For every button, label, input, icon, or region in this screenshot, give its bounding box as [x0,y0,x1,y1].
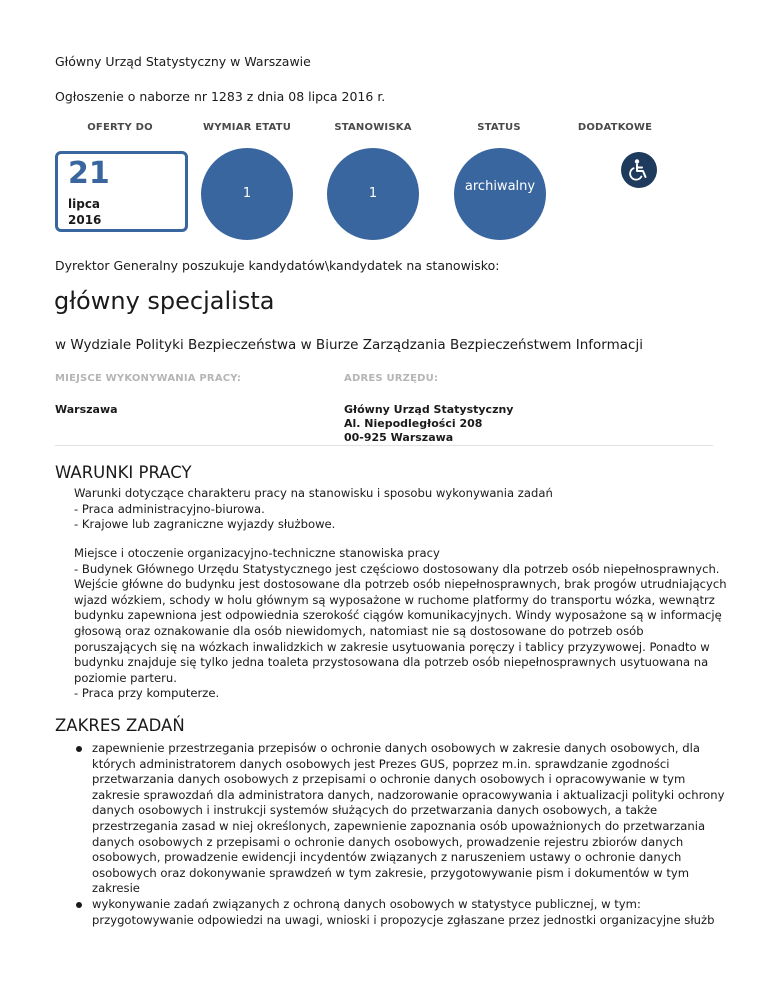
address-line: 00-925 Warszawa [344,431,454,444]
task-line: danych osobowych i instrukcji systemów służących do przetwarzania danych osobowych, a także [92,803,658,818]
environment-line: Wejście główne do budynku jest dostosowane dla potrzeb osób niepełnosprawnych, brak progów utrudniających [74,577,727,592]
divider [55,445,713,446]
status-circle [454,148,546,240]
intro-text: Dyrektor Generalny poszukuje kandydatów\kandydatek na stanowisko: [55,258,500,273]
address-block [344,403,513,445]
conditions-line: - Krajowe lub zagraniczne wyjazdy służbowe. [74,517,336,532]
environment-line: poziomie parteru. [74,670,177,685]
deadline-month: lipca [68,197,101,211]
address-line: Al. Niepodległości 208 [344,417,483,430]
conditions-text [74,486,734,533]
tasks-title: ZAKRES ZADAŃ [55,716,185,735]
environment-line: poruszających się na wózkach inwalidzkich w zakresie usytuowania poręczy i tablicy przyzywowej. Ponadto w [74,639,710,654]
task-line: przygotowywanie odpowiedzi na uwagi, wnioski i propozycje zgłaszane przez jednostki organizacyjne służb [92,912,715,927]
task-line: wykonywanie zadań związanych z ochroną danych osobowych w statystyce publicznej, w tym: [92,896,641,911]
task-item [74,741,744,897]
conditions-line: Warunki dotyczące charakteru pracy na stanowisku i sposobu wykonywania zadań [74,486,553,500]
task-line: których administratorem danych osobowych jest Prezes GUS, poprzez m.in. sprawdzanie zgodności [92,756,670,771]
place-value: Warszawa [55,403,118,416]
job-title: główny specjalista [54,287,275,315]
task-item [74,897,744,928]
conditions-line: - Praca administracyjno-biurowa. [74,501,265,516]
environment-line: Miejsce i otoczenie organizacyjno-techniczne stanowiska pracy [74,546,440,560]
address-label: ADRES URZĘDU: [344,373,439,384]
deadline-month-year [68,196,101,228]
environment-line: budynku znajduje się tylko jedna toaleta przystosowana dla potrzeb osób niepełnosprawnych usytuowana na [74,655,709,670]
department: w Wydziale Polityki Bezpieczeństwa w Biurze Zarządzania Bezpieczeństwem Informacji [55,337,643,353]
deadline-day: 21 [68,156,110,191]
task-line: zapewnienie przestrzegania przepisów o ochronie danych osobowych w zakresie danych osobowych, dla [92,741,700,755]
tasks-list [74,741,744,928]
task-line: zakresie [92,881,140,896]
header-positions: STANOWISKA [334,122,412,133]
place-label: MIEJSCE WYKONYWANIA PRACY: [55,373,242,384]
header-status: STATUS [477,122,521,133]
environment-line: wjazd wózkiem, schody w holu głównym są wyposażone w ruchome platformy do transportu wózka, wewnątrz [74,592,715,607]
work-time-value: 1 [242,186,252,201]
environment-text [74,546,744,702]
positions-circle [327,148,419,240]
wheelchair-icon [621,152,657,188]
organization-name: Główny Urząd Statystyczny w Warszawie [55,54,311,69]
task-line: osobowych oraz dokonywanie sprawdzeń w tym zakresie, przygotowywanie pism i dokumentów w tym [92,865,690,880]
task-line: osobowych, prowadzenie ewidencji incydentów związanych z naruszeniem ustawy o ochronie danych [92,850,682,865]
environment-line: - Budynek Głównego Urzędu Statystycznego jest częściowo dostosowany dla potrzeb osób niepełnosprawnych. [74,561,720,576]
task-line: danych osobowych z przepisami o ochronie danych osobowych, prowadzenie rejestru zbiorów danych [92,834,684,849]
deadline-year: 2016 [68,213,102,227]
environment-line: budynku zapewniona jest odpowiednia szerokość ciągów komunikacyjnych. Windy wyposażone są w informację [74,608,722,623]
header-additional: DODATKOWE [577,122,653,133]
status-value: archiwalny [464,179,536,194]
positions-value: 1 [368,186,378,201]
conditions-title: WARUNKI PRACY [55,463,192,482]
task-line: przestrzegania zasad w niej określonych, zapewnienie zapoznania osób upoważnionych do przetwarzania [92,818,706,833]
work-time-circle [201,148,293,240]
deadline-date-box [55,151,188,232]
task-line: przetwarzania danych osobowych z przepisami o ochronie danych osobowych i opracowywanie w tym [92,772,686,787]
header-offers-until: OFERTY DO [87,122,153,133]
environment-line: głosową oraz oznakowanie dla osób niewidomych, natomiast nie są dostosowane do potrzeb osób [74,623,644,638]
announcement-title: Ogłoszenie o naborze nr 1283 z dnia 08 lipca 2016 r. [55,89,386,104]
environment-line: - Praca przy komputerze. [74,686,220,701]
task-line: zakresie sprawozdań dla administratora danych, nadzorowanie opracowywania i aktualizacji polityki ochrony [92,787,725,802]
address-line: Główny Urząd Statystyczny [344,403,514,416]
header-work-time: WYMIAR ETATU [202,122,292,133]
